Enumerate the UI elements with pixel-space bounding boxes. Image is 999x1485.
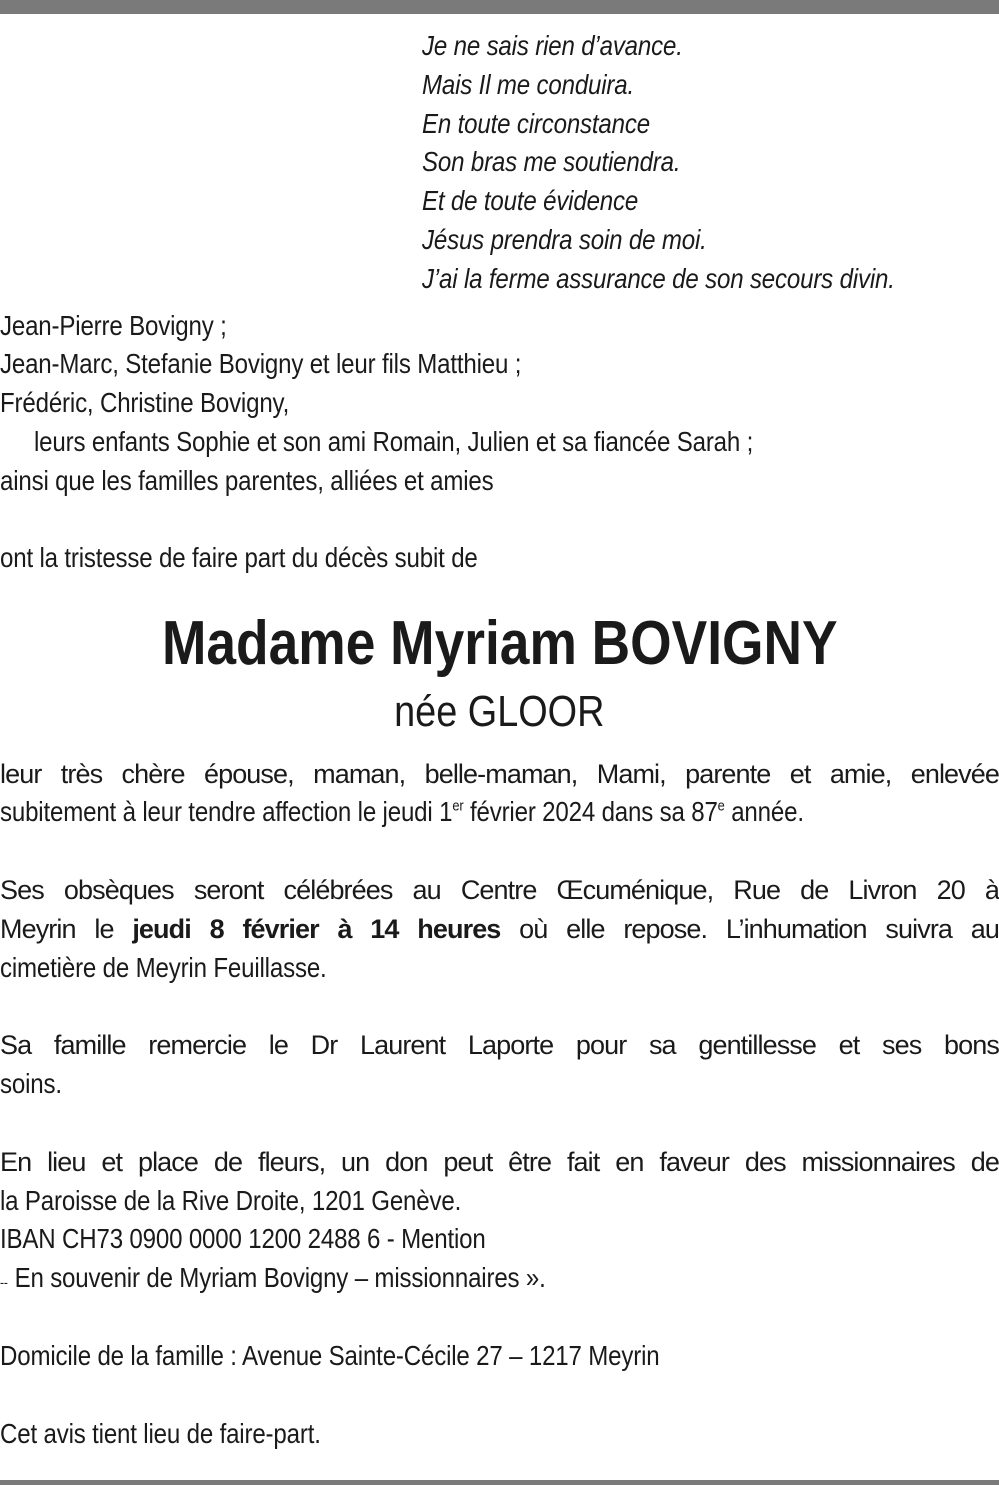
thanks-line: soins.: [0, 1068, 62, 1099]
poem-line: Jésus prendra soin de moi.: [422, 224, 707, 255]
funeral-text: où elle repose. L’inhumation suivra au: [500, 914, 999, 944]
deceased-name: [0, 606, 999, 682]
donation-line: la Paroisse de la Rive Droite, 1201 Genève.: [0, 1185, 462, 1216]
announcement: ont la tristesse de faire part du décès subit de: [0, 542, 478, 573]
donation-line: En lieu et place de fleurs, un don peut être fait en faveur des missionnaires de: [0, 1147, 999, 1177]
poem-line: Son bras me soutiendra.: [422, 146, 681, 177]
family-line: Jean-Pierre Bovigny ;: [0, 310, 227, 341]
description-line: [0, 795, 804, 829]
funeral-line: cimetière de Meyrin Feuillasse.: [0, 952, 327, 983]
maiden-name: [0, 686, 999, 738]
thanks-line: Sa famille remercie le Dr Laurent Laporte pour sa gentillesse et ses bons: [0, 1030, 999, 1060]
description-line: leur très chère épouse, maman, belle-maman, Mami, parente et amie, enlevée: [0, 759, 999, 789]
funeral-date: jeudi 8 février à 14 heures: [132, 914, 501, 944]
desc-text: février 2024 dans sa 87: [463, 796, 718, 827]
family-line: Jean-Marc, Stefanie Bovigny et leur fils Matthieu ;: [0, 348, 522, 379]
ordinal-sup: e: [717, 797, 725, 815]
poem-line: Mais Il me conduira.: [422, 69, 635, 100]
top-rule: [0, 0, 999, 14]
family-line: ainsi que les familles parentes, alliées et amies: [0, 465, 494, 496]
poem-line: J’ai la ferme assurance de son secours divin.: [422, 263, 895, 294]
funeral-line: [0, 912, 999, 946]
poem-line: Je ne sais rien d’avance.: [422, 30, 683, 61]
domicile: Domicile de la famille : Avenue Sainte-Cécile 27 – 1217 Meyrin: [0, 1340, 660, 1371]
desc-text: année.: [724, 796, 804, 827]
poem-line: En toute circonstance: [422, 108, 650, 139]
funeral-text: Meyrin le: [0, 914, 133, 944]
ordinal-sup: er: [452, 797, 464, 815]
closing-note: Cet avis tient lieu de faire-part.: [0, 1418, 321, 1449]
funeral-line: Ses obsèques seront célébrées au Centre Œcuménique, Rue de Livron 20 à: [0, 875, 999, 905]
dash-mark: --: [0, 1274, 8, 1290]
donation-text: En souvenir de Myriam Bovigny – missionnaires ».: [14, 1262, 546, 1293]
bottom-rule: [0, 1480, 999, 1485]
donation-line: [0, 1261, 546, 1299]
family-line: Frédéric, Christine Bovigny,: [0, 387, 290, 418]
family-line: leurs enfants Sophie et son ami Romain, Julien et sa fiancée Sarah ;: [34, 426, 754, 457]
donation-line: IBAN CH73 0900 0000 1200 2488 6 - Mention: [0, 1223, 486, 1254]
desc-text: subitement à leur tendre affection le jeudi 1: [0, 796, 453, 827]
deceased-name-text: Madame Myriam BOVIGNY: [161, 609, 838, 678]
maiden-name-text: née GLOOR: [394, 687, 605, 736]
poem-line: Et de toute évidence: [422, 185, 639, 216]
